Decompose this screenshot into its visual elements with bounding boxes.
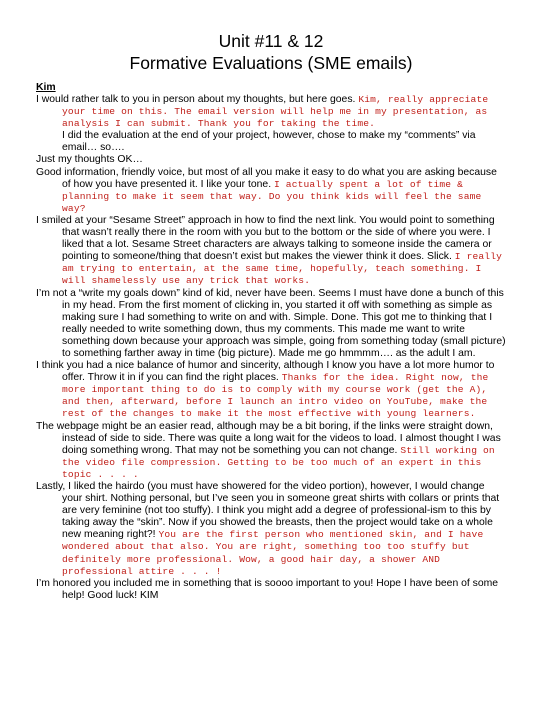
feedback-paragraph — [36, 578, 506, 602]
author-reply: I actually spent a lot of time & planning to make it seem that way. Do you think kids will feel the same way? — [62, 178, 482, 214]
sme-comment: I did the evaluation at the end of your project, however, chose to make my “comments” via email… so…. — [62, 130, 476, 154]
title-line-2: Formative Evaluations (SME emails) — [129, 53, 413, 73]
author-reply: I really am trying to entertain, at the same time, hopefully, teach something. I will shamelessly use any trick that works. — [62, 251, 503, 287]
sme-comment: I would rather talk to you in person about my thoughts, but here goes. — [36, 94, 356, 105]
feedback-paragraph — [36, 360, 506, 420]
author-name: Kim — [36, 82, 56, 93]
feedback-paragraph — [36, 481, 506, 578]
sme-comment: I’m not a “write my goals down” kind of kid, never have been. Seems I must have done a bunch of this in my head. From the first moment of clicking in, you started it off with something as simple as making sure I had something to write on and with. Simple. Done. This got me to thinking that I really needed to write something down, thus my comments. This made me want to write something down because your approach was simple, going from something today (small picture) to something farther away in time (big picture). Made me go hmmmm…. as the adult I am. — [36, 287, 506, 359]
feedback-paragraph — [36, 94, 506, 154]
author-reply: Kim, really appreciate your time on this. The email version will help me in my presentation, as analysis I can submit. Thank you for taking the time. — [62, 94, 489, 130]
sme-comment: The webpage might be an easier read, although may be a bit boring, if the links were straight down, instead of side to side. There was quite a long wait for the videos to load. I almost thought I was doing something wrong. That may not be something you can not change. — [36, 420, 501, 456]
sme-comment: Just my thoughts OK… — [36, 154, 143, 166]
sme-comment: Good information, friendly voice, but most of all you make it easy to do what you are asking because of how you have presented it. I like your tone. — [36, 166, 497, 190]
document-title — [36, 30, 506, 74]
feedback-paragraph — [36, 215, 506, 288]
sme-comment: I smiled at your “Sesame Street” approach in how to find the next link. You would point to something that wasn’t really there in the room with you but to the bottom or the side of where you were. I liked that a lot. Sesame Street characters are always talking to someone inside the camera or pointing to someone/thing that doesn’t exist but makes the viewer think it does. Slick. — [36, 214, 495, 263]
feedback-paragraph — [36, 421, 506, 481]
feedback-paragraph — [36, 154, 506, 166]
sme-comment: I’m honored you included me in something that is soooo important to you! Hope I have been of some help! Good luck! KIM — [36, 577, 499, 601]
sme-comment: I think you had a nice balance of humor and sincerity, although I know you have a lot more humor to offer. Throw it in if you can find the right places. — [36, 360, 495, 384]
author-reply: Thanks for the idea. Right now, the more important thing to do is to comply with my course work (get the A), and then, afterward, before I launch an intro video on YouTube, make the rest of the changes to make it the most effective with young learners. — [62, 372, 489, 420]
author-reply: Still working on the video file compression. Getting to be too much of an expert in this topic . . . . — [62, 444, 495, 480]
author-reply: You are the first person who mentioned skin, and I have wondered about that also. You are right, something too too stuffy but definitely more professional. Wow, a good hair day, a shower AND professional attire . . . ! — [62, 529, 484, 577]
title-line-1: Unit #11 & 12 — [218, 31, 324, 51]
sme-comment: Lastly, I liked the hairdo (you must have showered for the video portion), however, I would change your shirt. Nothing personal, but I’ve seen you in someone great shirts with collars or prints that are very feminine (not too stuffy). I think you might add a degree of professional-ism to this by taking away the “skin”. Now if you showed the breasts, then the project would take on a whole new meaning right?! — [36, 481, 500, 541]
feedback-paragraph — [36, 288, 506, 361]
feedback-paragraph — [36, 167, 506, 215]
